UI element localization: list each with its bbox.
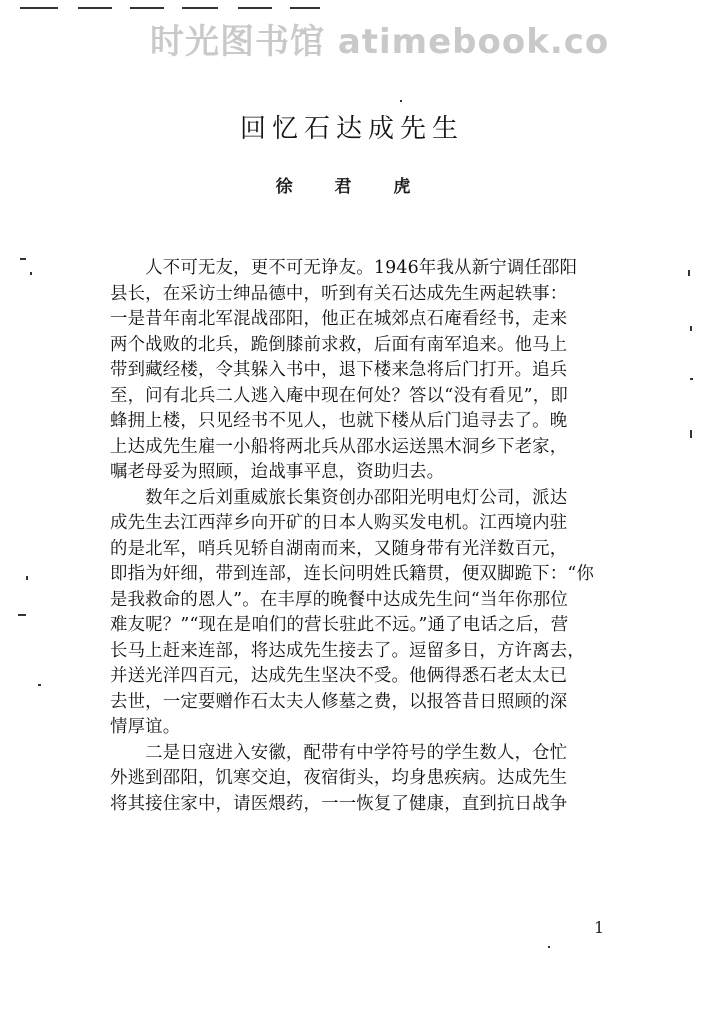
top-edge-marks xyxy=(0,2,330,12)
top-edge-mark xyxy=(20,7,58,9)
scan-speck xyxy=(688,270,690,276)
article-author: 徐 君 虎 xyxy=(275,177,429,197)
top-edge-mark xyxy=(182,7,218,9)
scan-speck xyxy=(400,100,402,102)
page-number: 1 xyxy=(594,918,605,937)
scan-speck xyxy=(690,430,692,438)
text-line: 上达成先生雇一小船将两北兵从邵水运送黑木洞乡下老家， xyxy=(110,436,568,457)
text-line: 带到藏经楼，令其躲入书中，退下楼来急将后门打开。追兵 xyxy=(110,360,568,380)
top-edge-mark xyxy=(130,7,164,9)
scan-speck xyxy=(30,272,32,275)
text-line: 两个战败的北兵，跪倒膝前求救，后面有南军追来。他马上 xyxy=(110,334,568,355)
top-edge-mark xyxy=(290,7,320,9)
text-line: 人不可无友，更不可无诤友。1946年我从新宁调任邵阳 xyxy=(110,258,578,278)
text-line: 并送光洋四百元，达成先生坚决不受。他俩得悉石老太太已 xyxy=(110,666,568,686)
article-title: 回忆石达成先生 xyxy=(239,114,464,144)
text-line: 情厚谊。 xyxy=(110,717,181,737)
text-line: 一是昔年南北军混战邵阳，他正在城郊点石庵看经书，走来 xyxy=(110,309,568,329)
text-line: 蜂拥上楼，只见经书不见人，也就下楼从后门追寻去了。晚 xyxy=(110,411,568,431)
text-line: 难友呢？”“现在是咱们的营长驻此不远。”通了电话之后，营 xyxy=(110,615,569,635)
scan-speck xyxy=(20,258,26,260)
text-line: 成先生去江西萍乡向开矿的日本人购买发电机。江西境内驻 xyxy=(110,513,568,533)
text-line: 至，问有北兵二人逃入庵中现在何处？答以“没有看见”，即 xyxy=(110,385,568,406)
text-line: 长马上赶来连部，将达成先生接去了。逗留多日，方许离去， xyxy=(110,640,585,661)
scan-speck xyxy=(26,576,28,580)
text-line: 是我救命的恩人”。在丰厚的晚餐中达成先生问“当年你那位 xyxy=(110,589,568,610)
scan-speck xyxy=(18,614,26,616)
text-line: 去世，一定要赠作石太夫人修墓之费，以报答昔日照顾的深 xyxy=(110,691,568,712)
top-edge-mark xyxy=(78,7,112,9)
top-edge-mark xyxy=(238,7,272,9)
scan-speck xyxy=(38,684,41,686)
text-line: 即指为奸细，带到连部，连长问明姓氏籍贯，便双脚跪下：“你 xyxy=(110,564,595,584)
text-line: 二是日寇进入安徽，配带有中学符号的学生数人，仓忙 xyxy=(110,742,568,763)
scan-speck xyxy=(690,378,693,380)
article-body xyxy=(110,256,640,817)
scan-speck xyxy=(690,326,692,331)
text-line: 县长，在采访士绅品德中，听到有关石达成先生两起轶事： xyxy=(110,283,568,304)
watermark: 时光图书馆 atimebook.co xyxy=(150,22,610,62)
text-line: 的是北军，哨兵见轿自湖南而来，又随身带有光洋数百元， xyxy=(110,538,568,559)
text-line: 数年之后刘重威旅长集资创办邵阳光明电灯公司，派达 xyxy=(110,487,568,508)
text-line: 嘱老母妥为照顾，迨战事平息，资助归去。 xyxy=(110,462,445,482)
text-line: 外逃到邵阳，饥寒交迫，夜宿街头，均身患疾病。达成先生 xyxy=(110,768,568,788)
text-line: 将其接住家中，请医煨药，一一恢复了健康，直到抗日战争 xyxy=(110,793,568,814)
scan-speck xyxy=(548,946,550,948)
